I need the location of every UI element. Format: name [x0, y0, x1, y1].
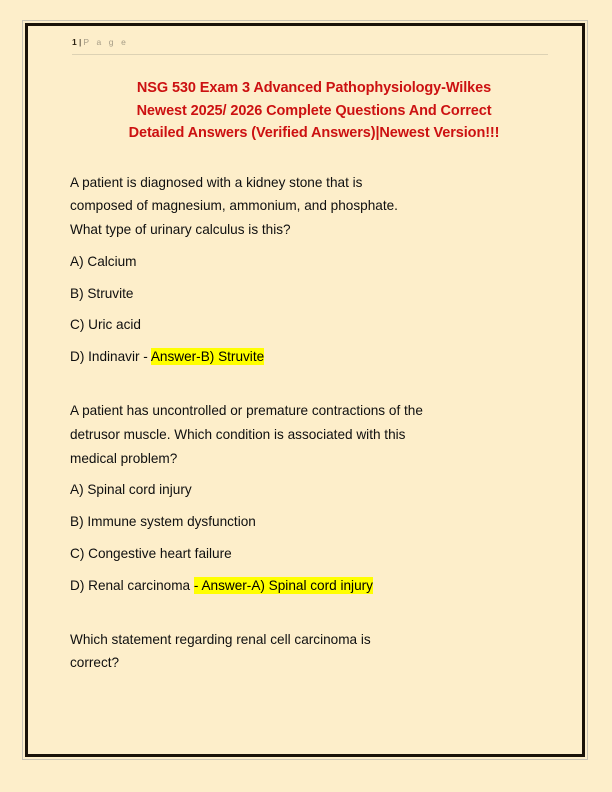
- title-line-1: NSG 530 Exam 3 Advanced Pathophysiology-Wilkes: [136, 80, 492, 96]
- stem-line: medical problem?: [70, 450, 178, 466]
- title-line-3: Detailed Answers (Verified Answers)|Newest Version!!!: [128, 125, 500, 141]
- question-stem: [70, 171, 558, 242]
- question-stem: [70, 628, 558, 676]
- option-text: A) Calcium: [70, 253, 137, 269]
- running-header: [70, 36, 558, 54]
- highlighted-answer: Answer-B) Struvite: [150, 349, 265, 365]
- stem-line: composed of magnesium, ammonium, and phosphate.: [70, 198, 398, 214]
- answer-option: [70, 341, 558, 373]
- header-divider: [72, 54, 548, 55]
- page-body: [28, 26, 582, 754]
- answer-option: [70, 246, 558, 278]
- question-block: [70, 628, 558, 676]
- option-text: C) Congestive heart failure: [70, 546, 232, 562]
- page-header-separator: |: [79, 37, 82, 47]
- highlighted-answer: - Answer-A) Spinal cord injury: [193, 577, 373, 593]
- answer-option: [70, 309, 558, 341]
- answer-option: [70, 474, 558, 506]
- answer-option: [70, 570, 558, 602]
- option-text: C) Uric acid: [70, 317, 141, 333]
- option-text: D) Renal carcinoma: [70, 577, 194, 593]
- option-text: B) Immune system dysfunction: [70, 514, 256, 530]
- document-title: [76, 77, 552, 145]
- option-text: D) Indinavir -: [70, 349, 151, 365]
- stem-line: A patient is diagnosed with a kidney stone that is: [70, 174, 363, 190]
- answer-option: [70, 506, 558, 538]
- question-stem: [70, 399, 558, 470]
- answer-option: [70, 538, 558, 570]
- questions-container: [70, 171, 558, 676]
- option-text: B) Struvite: [70, 285, 134, 301]
- question-block: [70, 171, 558, 374]
- question-block: [70, 399, 558, 602]
- page-number: 1: [72, 37, 78, 47]
- option-text: A) Spinal cord injury: [70, 482, 192, 498]
- stem-line: detrusor muscle. Which condition is associated with this: [70, 426, 406, 442]
- page-frame-inner-border: [25, 23, 585, 757]
- block-spacer: [70, 373, 558, 399]
- page-header-label: P a g e: [83, 37, 129, 47]
- stem-line: correct?: [70, 655, 120, 671]
- stem-line: Which statement regarding renal cell carcinoma is: [70, 631, 371, 647]
- block-spacer: [70, 602, 558, 628]
- answer-option: [70, 278, 558, 310]
- stem-line: What type of urinary calculus is this?: [70, 222, 291, 238]
- page-frame: [22, 20, 588, 760]
- title-line-2: Newest 2025/ 2026 Complete Questions And Correct: [136, 102, 492, 119]
- stem-line: A patient has uncontrolled or premature contractions of the: [70, 403, 423, 419]
